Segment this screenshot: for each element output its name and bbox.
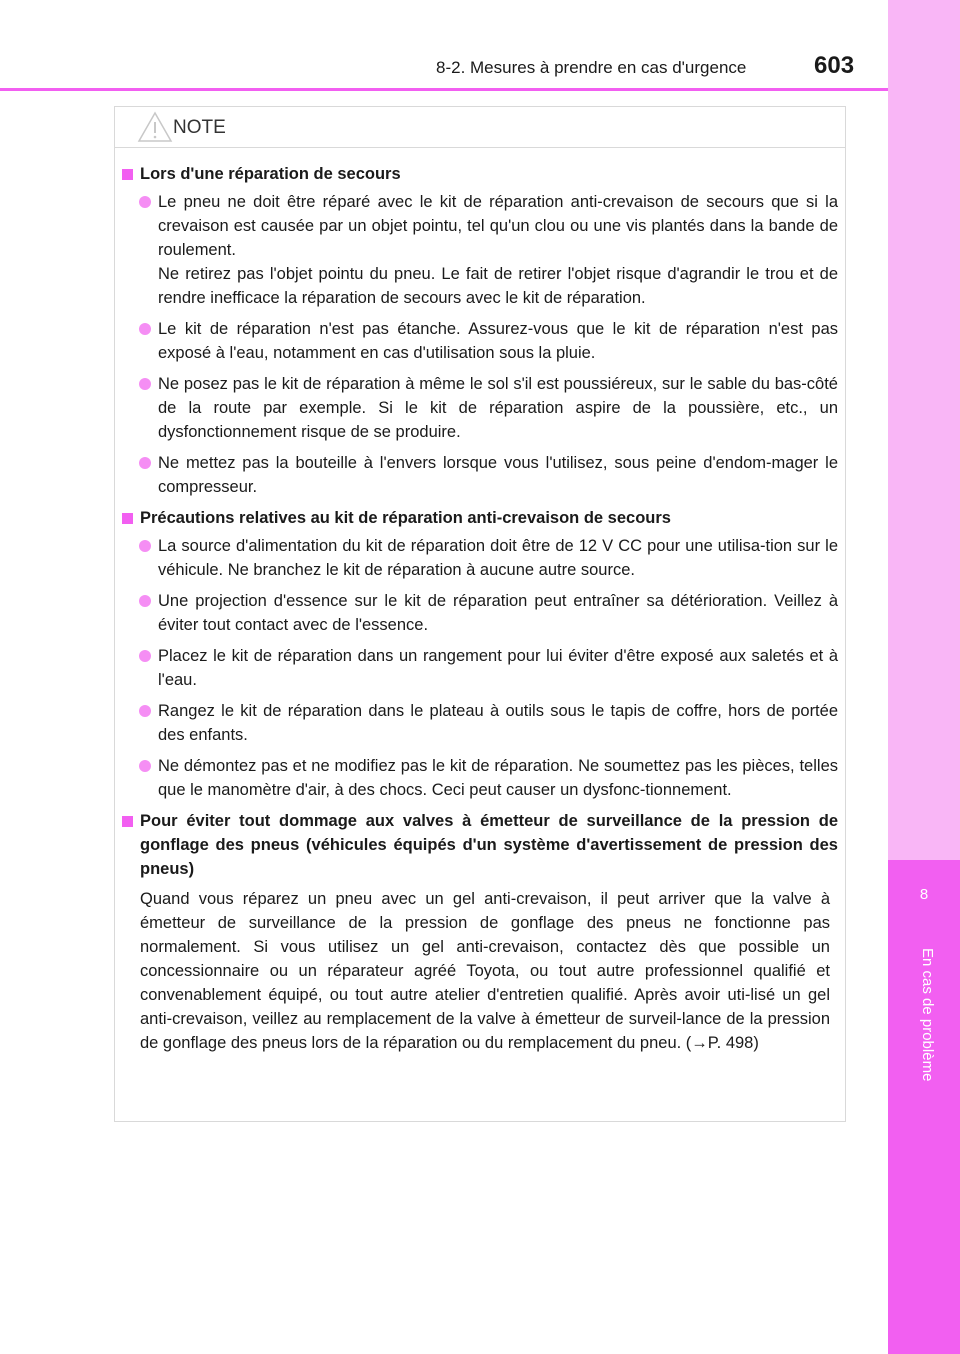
list-item: Le kit de réparation n'est pas étanche. Assurez-vous que le kit de réparation n'est pas exposé à l'eau, notamment en cas d'utilisation sous la pluie. — [122, 317, 838, 365]
list-item: Ne démontez pas et ne modifiez pas le kit de réparation. Ne soumettez pas les pièces, telles que le manomètre d'air, à des chocs. Ceci peut causer un dysfonc-tionnement. — [122, 754, 838, 802]
list-item: La source d'alimentation du kit de réparation doit être de 12 V CC pour une utilisa-tion sur le véhicule. Ne branchez le kit de réparation à aucune autre source. — [122, 534, 838, 582]
chapter-number: 8 — [919, 886, 929, 903]
list-item: Une projection d'essence sur le kit de réparation peut entraîner sa détérioration. Veillez à éviter tout contact avec de l'essence. — [122, 589, 838, 637]
bullet-icon — [139, 457, 151, 469]
side-tab-background — [888, 0, 960, 860]
page-number: 603 — [814, 52, 855, 79]
section-heading: Lors d'une réparation de secours — [122, 162, 838, 186]
bullet-icon — [139, 323, 151, 335]
section-heading: Précautions relatives au kit de réparation anti-crevaison de secours — [122, 506, 838, 530]
note-title: NOTE — [173, 117, 226, 138]
list-item: Ne posez pas le kit de réparation à même le sol s'il est poussiéreux, sur le sable du bas-côté de la route par exemple. Si le kit de réparation aspire de la poussière, etc., un dysfonctionnement risque de se produire. — [122, 372, 838, 444]
bullet-icon — [139, 378, 151, 390]
bullet-icon — [139, 705, 151, 717]
chapter-title: En cas de problème — [919, 948, 936, 1082]
bullet-icon — [139, 760, 151, 772]
header-rule — [0, 88, 888, 91]
bullet-icon — [139, 196, 151, 208]
bullet-icon — [139, 540, 151, 552]
list-item: Le pneu ne doit être réparé avec le kit de réparation anti-crevaison de secours que si la crevaison est causée par un objet pointu, tel qu'un clou ou une vis plantés dans la bande de roulement. Ne retirez pas l'objet pointu du pneu. Le fait de retirer l'objet risque d'agrandir le trou et de rendre inefficace la réparation de secours avec le kit de réparation. — [122, 190, 838, 310]
list-item: Rangez le kit de réparation dans le plateau à outils sous le tapis de coffre, hors de portée des enfants. — [122, 699, 838, 747]
list-item: Ne mettez pas la bouteille à l'envers lorsque vous l'utilisez, sous peine d'endom-mager le compresseur. — [122, 451, 838, 499]
section-heading: Pour éviter tout dommage aux valves à émetteur de surveillance de la pression de gonflage des pneus (véhicules équipés d'un système d'avertissement de pression des pneus) — [122, 809, 838, 881]
note-header — [115, 107, 845, 148]
list-item: Placez le kit de réparation dans un rangement pour lui éviter d'être exposé aux saletés et à l'eau. — [122, 644, 838, 692]
bullet-icon — [139, 595, 151, 607]
bullet-icon — [139, 650, 151, 662]
section-paragraph: Quand vous réparez un pneu avec un gel anti-crevaison, il peut arriver que la valve à émetteur de surveillance de la pression de gonflage des pneus ne fonctionne pas normalement. Si vous utilisez un gel anti-crevaison, contactez dès que possible un concessionnaire ou un réparateur agréé Toyota, ou tout autre professionnel qualifié et convenablement équipé, ou tout autre atelier d'entretien qualifié. Après avoir uti-lisé un gel anti-crevaison, veillez au remplacement de la valve à émetteur de surveil-lance de la pression de gonflage des pneus lors de la réparation ou du remplacement du pneu. (→P. 498) — [140, 890, 830, 1052]
warning-triangle-icon — [137, 111, 173, 143]
section-title: 8-2. Mesures à prendre en cas d'urgence — [436, 58, 747, 77]
note-content — [122, 162, 838, 1055]
